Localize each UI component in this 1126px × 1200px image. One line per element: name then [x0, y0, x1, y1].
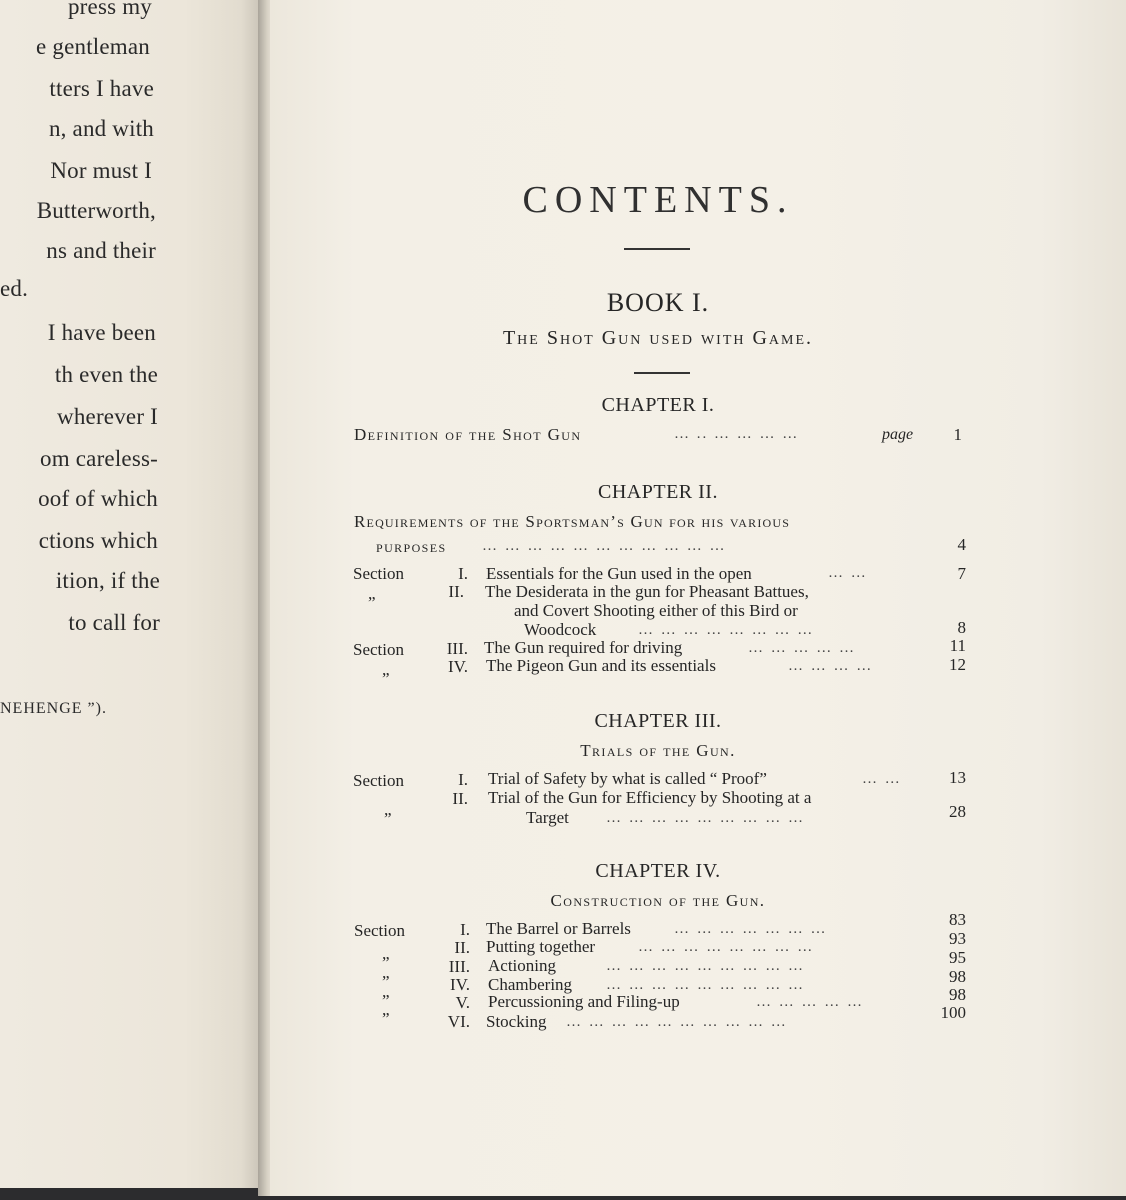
toc-entry-text[interactable]: Requirements of the Sportsman’s Gun for his various: [354, 512, 791, 531]
title-rule: [624, 248, 690, 250]
section-number: I.: [458, 770, 468, 789]
left-text-line: oof of which: [38, 486, 158, 511]
left-text-line: Butterworth,: [36, 198, 156, 223]
toc-entry-text[interactable]: purposes: [376, 537, 447, 556]
toc-entry-text[interactable]: Trial of Safety by what is called “ Proof”: [488, 769, 767, 788]
section-number: I.: [458, 564, 468, 583]
toc-entry-text[interactable]: Stocking: [486, 1012, 547, 1031]
book-subtitle: The Shot Gun used with Game.: [502, 327, 814, 349]
section-label: Section: [353, 771, 404, 790]
left-page: [0, 0, 262, 1188]
left-text-line: om careless-: [40, 446, 158, 471]
toc-entry-text[interactable]: Trial of the Gun for Efficiency by Shooting at a: [488, 788, 812, 807]
left-text-line: ition, if the: [55, 568, 160, 593]
ditto-mark: „: [382, 982, 390, 1001]
page-number: 12: [949, 655, 966, 674]
left-text-line: to call for: [68, 610, 160, 635]
page-number: 93: [949, 929, 966, 948]
section-number: I.: [460, 920, 470, 939]
dot-leader: … … … … … … … … …: [606, 977, 805, 993]
dot-leader: … .. … … … …: [674, 426, 800, 442]
dot-leader: … … … …: [788, 658, 874, 674]
section-number: II.: [454, 938, 470, 957]
ditto-mark: „: [384, 800, 392, 819]
section-number: II.: [448, 582, 464, 601]
dot-leader: … … … … … … … … …: [606, 958, 805, 974]
left-text-line: I have been: [47, 320, 156, 345]
dot-leader: … … … … … … … …: [638, 939, 815, 955]
section-number: II.: [452, 789, 468, 808]
page-label: page: [882, 426, 914, 443]
page-number: 8: [957, 618, 966, 637]
section-number: V.: [455, 993, 470, 1012]
dot-leader: … … … … … … …: [674, 921, 828, 937]
book-heading: BOOK I.: [606, 288, 710, 317]
page-number: 28: [949, 802, 966, 821]
section-label: Section: [353, 564, 404, 583]
contents-title: CONTENTS.: [522, 179, 794, 221]
toc-entry-text[interactable]: Essentials for the Gun used in the open: [486, 564, 752, 583]
section-number: III.: [448, 957, 470, 976]
toc-entry-text[interactable]: The Pigeon Gun and its essentials: [486, 656, 716, 675]
toc-entry-text[interactable]: Target: [526, 808, 569, 827]
left-text-line: tters I have: [49, 76, 154, 101]
page-number: 1: [953, 425, 962, 444]
section-number: VI.: [447, 1012, 470, 1031]
ditto-mark: „: [368, 584, 376, 603]
toc-entry-text[interactable]: The Gun required for driving: [484, 638, 683, 657]
dot-leader: … … … … … … … … … … …: [482, 538, 727, 554]
book-rule: [634, 372, 690, 374]
page-number: 95: [949, 948, 966, 967]
left-text-line: n, and with: [48, 116, 154, 141]
page-number: 98: [949, 985, 966, 1004]
toc-entry-text[interactable]: Putting together: [486, 937, 596, 956]
toc-entry-text[interactable]: The Desiderata in the gun for Pheasant Battues,: [485, 582, 809, 601]
section-number: IV.: [448, 657, 468, 676]
left-text-line: ns and their: [46, 238, 156, 263]
chapter-subheading: Trials of the Gun.: [580, 741, 736, 760]
left-text-line: ed.: [0, 276, 29, 301]
dot-leader: … … … … …: [756, 994, 864, 1010]
dot-leader: … … … … … … … …: [638, 622, 815, 638]
section-label: Section: [353, 640, 404, 659]
toc-entry-text[interactable]: Percussioning and Filing-up: [488, 992, 680, 1011]
page-number: 100: [940, 1003, 966, 1022]
chapter-heading: CHAPTER II.: [598, 481, 718, 503]
ditto-mark: „: [382, 963, 390, 982]
chapter-heading: CHAPTER IV.: [595, 860, 721, 882]
left-text-line: e gentleman: [36, 34, 150, 59]
page-number: 7: [957, 564, 966, 583]
contents-page: [270, 0, 1126, 1196]
left-text-line: Nor must I: [50, 158, 152, 183]
page-number: 11: [949, 636, 966, 655]
section-number: III.: [446, 639, 468, 658]
toc-entry-text[interactable]: Woodcock: [524, 620, 597, 639]
ditto-mark: „: [382, 660, 390, 679]
toc-entry-text[interactable]: Chambering: [488, 975, 573, 994]
left-text-line: press my: [67, 0, 152, 19]
toc-entry-text[interactable]: Definition of the Shot Gun: [354, 425, 582, 444]
dot-leader: … …: [828, 565, 868, 581]
toc-entry-text[interactable]: and Covert Shooting either of this Bird or: [514, 601, 798, 620]
page-number: 98: [949, 967, 966, 986]
toc-entry-text[interactable]: Actioning: [488, 956, 556, 975]
left-text-line: ctions which: [38, 528, 158, 553]
section-number: IV.: [450, 975, 470, 994]
left-text-line: NEHENGE ”).: [0, 700, 107, 717]
page-number: 13: [949, 768, 966, 787]
page-number: 4: [957, 535, 966, 554]
page-number: 83: [949, 910, 966, 929]
dot-leader: … …: [862, 771, 902, 787]
chapter-heading: CHAPTER I.: [601, 394, 715, 416]
left-text-line: wherever I: [57, 404, 158, 429]
dot-leader: … … … … … … … … … …: [566, 1014, 788, 1030]
chapter-heading: CHAPTER III.: [594, 710, 722, 732]
dot-leader: … … … … … … … … …: [606, 810, 805, 826]
left-text-line: th even the: [54, 362, 158, 387]
chapter-subheading: Construction of the Gun.: [550, 891, 766, 910]
dot-leader: … … … … …: [748, 640, 856, 656]
ditto-mark: „: [382, 944, 390, 963]
toc-entry-text[interactable]: The Barrel or Barrels: [486, 919, 631, 938]
section-label: Section: [354, 921, 405, 940]
ditto-mark: „: [382, 1000, 390, 1019]
